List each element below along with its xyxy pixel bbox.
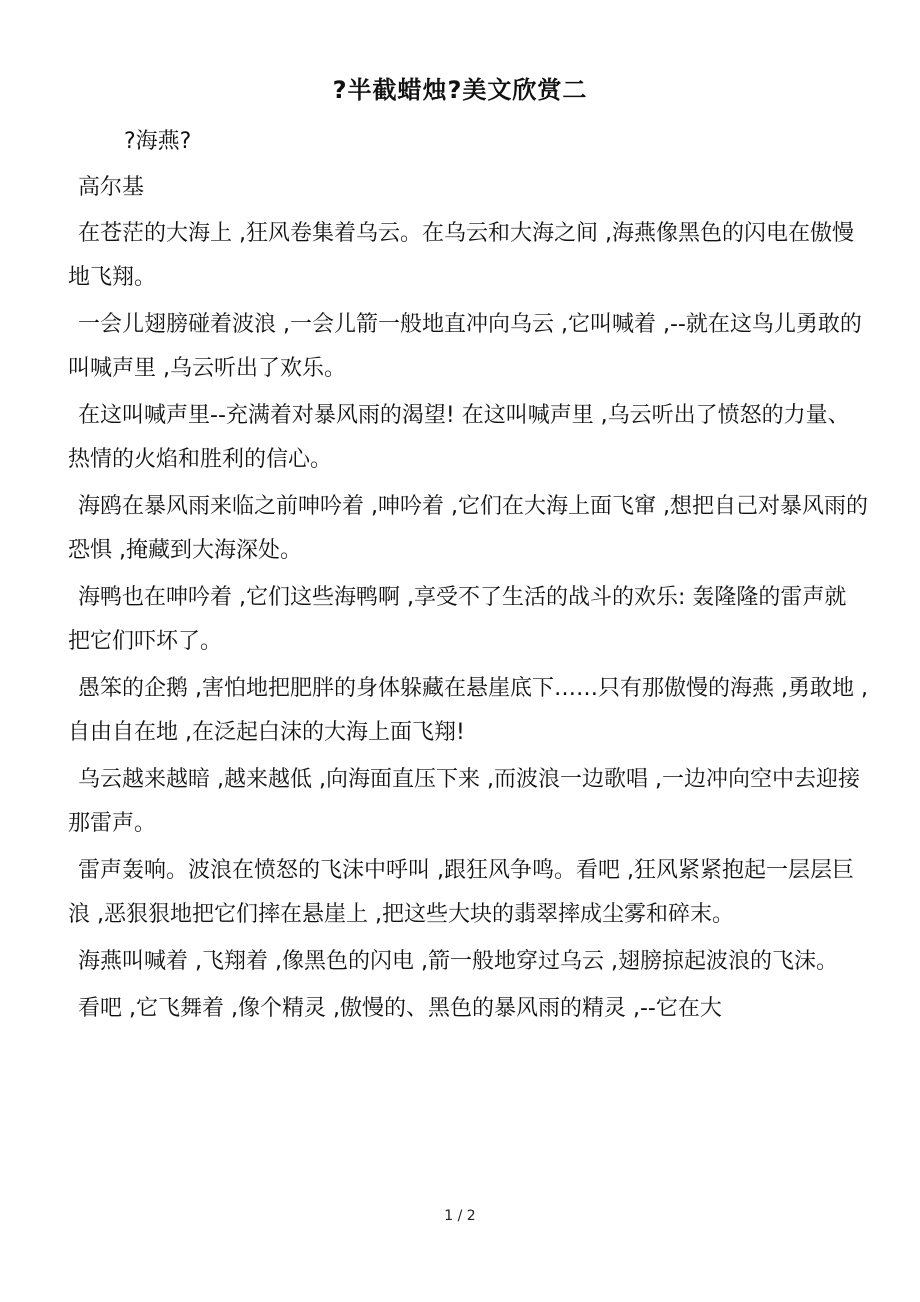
paragraph: 海鸭也在呻吟着 ,它们这些海鸭啊 ,享受不了生活的战斗的欢乐: 轰隆隆的雷声就把它们吓坏了。 [68,585,847,654]
paragraph: 在这叫喊声里--充满着对暴风雨的渴望! 在这叫喊声里 ,乌云听出了愤怒的力量、热情的火焰和胜利的信心。 [68,403,850,472]
paragraph: 愚笨的企鹅 ,害怕地把肥胖的身体躲藏在悬崖底下……只有那傲慢的海燕 ,勇敢地 ,自由自在地 ,在泛起白沫的大海上面飞翔! [68,676,868,745]
paragraph: 海燕叫喊着 ,飞翔着 ,像黑色的闪电 ,箭一般地穿过乌云 ,翅膀掠起波浪的飞沫。 [78,949,838,974]
page-title: ?半截蜡烛?美文欣赏二 [332,76,588,104]
author-name: 高尔基 [78,175,145,200]
paragraph: 雷声轰响。波浪在愤怒的飞沫中呼叫 ,跟狂风争鸣。看吧 ,狂风紧紧抱起一层层巨浪 ,恶狠狠地把它们摔在悬崖上 ,把这些大块的翡翠摔成尘雾和碎末。 [68,858,854,927]
paragraph: 看吧 ,它飞舞着 ,像个精灵 ,傲慢的、黑色的暴风雨的精灵 ,--它在大 [78,996,722,1021]
paragraph: 一会儿翅膀碰着波浪 ,一会儿箭一般地直冲向乌云 ,它叫喊着 ,--就在这鸟儿勇敢的叫喊声里 ,乌云听出了欢乐。 [68,312,862,381]
page-number: 1 / 2 [444,1208,476,1224]
document-body [68,120,868,1034]
paragraph: 在苍茫的大海上 ,狂风卷集着乌云。在乌云和大海之间 ,海燕像黑色的闪电在傲慢地飞翔。 [68,221,854,290]
paragraph: 海鸥在暴风雨来临之前呻吟着 ,呻吟着 ,它们在大海上面飞窜 ,想把自己对暴风雨的恐惧 ,掩藏到大海深处。 [68,494,868,563]
poem-title: ?海燕? [124,129,192,154]
paragraph: 乌云越来越暗 ,越来越低 ,向海面直压下来 ,而波浪一边歌唱 ,一边冲向空中去迎接那雷声。 [68,767,860,836]
